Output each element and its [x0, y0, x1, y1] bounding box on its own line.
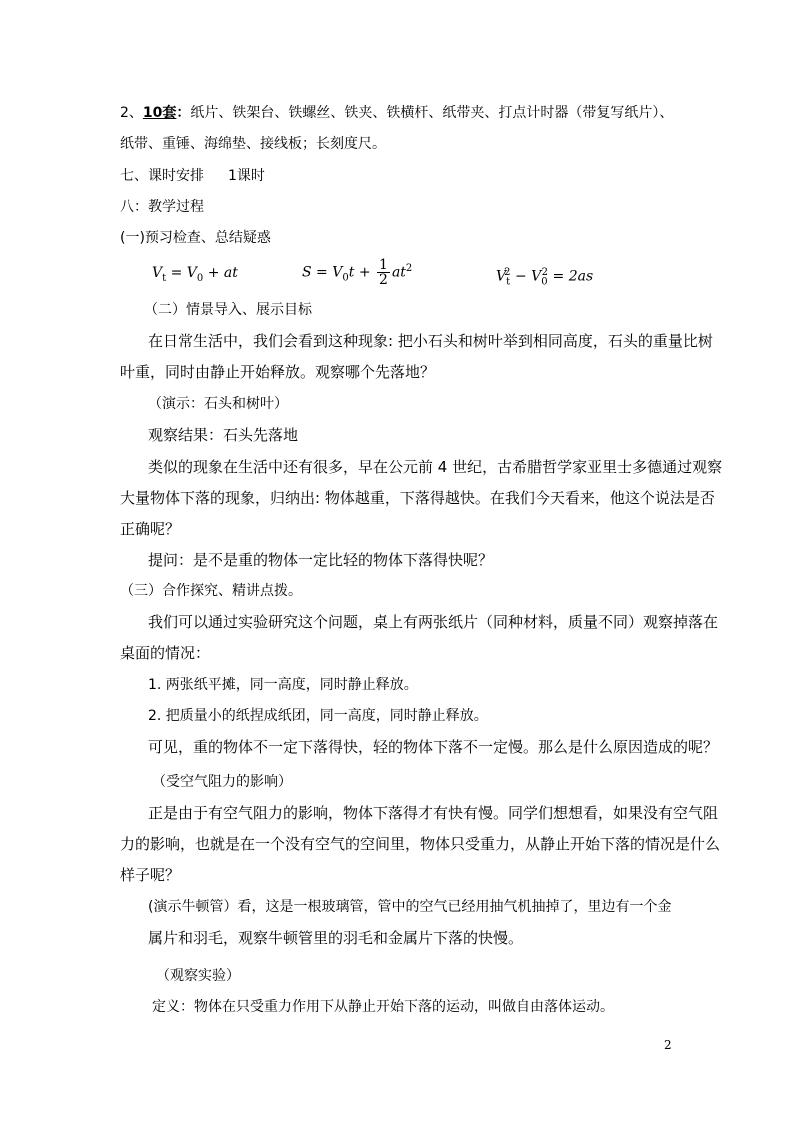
part-3-paragraph-1-line-2: 桌面的情况：: [120, 644, 211, 662]
experiment-step-1: 1. 两张纸平摊，同一高度，同时静止释放。: [148, 677, 418, 693]
observation-result: 观察结果：石头先落地: [148, 426, 299, 444]
materials-index: 2、: [120, 105, 143, 121]
section-8-heading: 八：教学过程: [120, 199, 204, 215]
materials-list: 纸片、铁架台、铁螺丝、铁夹、铁横杆、纸带夹、打点计时器（带复写纸片）、: [190, 105, 674, 121]
question: 提问：是不是重的物体一定比轻的物体下落得快呢？: [148, 551, 494, 569]
part-2-paragraph-2-line-1: 类似的现象在生活中还有很多，早在公元前 4 世纪，古希腊哲学家亚里士多德通过观察: [148, 458, 723, 476]
experiment-step-2: 2. 把质量小的纸捏成纸团，同一高度，同时静止释放。: [148, 708, 488, 724]
part-3-paragraph-2-line-1: 正是由于有空气阻力的影响，物体下落得才有快有慢。同学们想想看，如果没有空气阻: [148, 804, 719, 822]
materials-line-2: 纸带、重锤、海绵垫、接线板；长刻度尺。: [120, 136, 386, 152]
formula-velocity-squared: $V_t^2 - V_0^2 = 2as$: [496, 267, 594, 288]
observe-experiment: （观察实验）: [156, 968, 240, 984]
part-3-paragraph-1-line-1: 我们可以通过实验研究这个问题，桌上有两张纸片（同种材料，质量不同）观察掉落在: [148, 613, 719, 631]
part-2-paragraph-2-line-2: 大量物体下落的现象，归纳出: 物体越重，下落得越快。在我们今天看来，他这个说法是否: [120, 489, 715, 507]
part-3-paragraph-3-line-2: 属片和羽毛，观察牛顿管里的羽毛和金属片下落的快慢。: [148, 929, 524, 947]
part-2-title: （二）情景导入、展示目标: [144, 302, 312, 318]
part-3-paragraph-2-line-3: 样子呢？: [120, 866, 181, 884]
air-resistance-note: （受空气阻力的影响）: [152, 774, 292, 790]
materials-colon: ：: [176, 105, 191, 121]
fraction-one-half: $\frac{1}{2}$: [379, 257, 388, 288]
page-number: 2: [664, 1038, 672, 1052]
conclusion: 可见，重的物体不一定下落得快，轻的物体下落不一定慢。那么是什么原因造成的呢？: [148, 738, 719, 756]
materials-count: 10套: [142, 105, 177, 121]
section-7-label: 七、课时安排: [120, 168, 204, 184]
materials-line-1: [120, 103, 673, 123]
part-2-paragraph-1-line-2: 叶重，同时由静止开始释放。观察哪个先落地？: [120, 363, 436, 381]
part-3-paragraph-3-line-1: (演示牛顿管）看，这是一根玻璃管，管中的空气已经用抽气机抽掉了，里边有一个金: [148, 899, 672, 915]
part-2-paragraph-1-line-1: 在日常生活中，我们会看到这种现象: 把小石头和树叶举到相同高度，石头的重量比树: [148, 332, 713, 350]
demo-stone-leaf: （演示：石头和树叶）: [148, 396, 288, 412]
section-7: [120, 166, 265, 186]
part-3-paragraph-2-line-2: 力的影响，也就是在一个没有空气的空间里，物体只受重力，从静止开始下落的情况是什么: [120, 835, 721, 853]
part-1-title: (一)预习检查、总结疑惑: [120, 230, 271, 246]
part-2-paragraph-2-line-3: 正确呢？: [120, 520, 181, 538]
formula-velocity: $V_t = V_0$ + at: [152, 265, 238, 284]
part-3-title: （三）合作探究、精讲点拨。: [120, 583, 302, 599]
section-7-value: 1课时: [228, 168, 265, 184]
formula-displacement: $S = V_0t$ + $\frac{1}{2}$ $at^2$: [302, 257, 413, 288]
definition-free-fall: 定义：物体在只受重力作用下从静止开始下落的运动，叫做自由落体运动。: [152, 999, 614, 1015]
